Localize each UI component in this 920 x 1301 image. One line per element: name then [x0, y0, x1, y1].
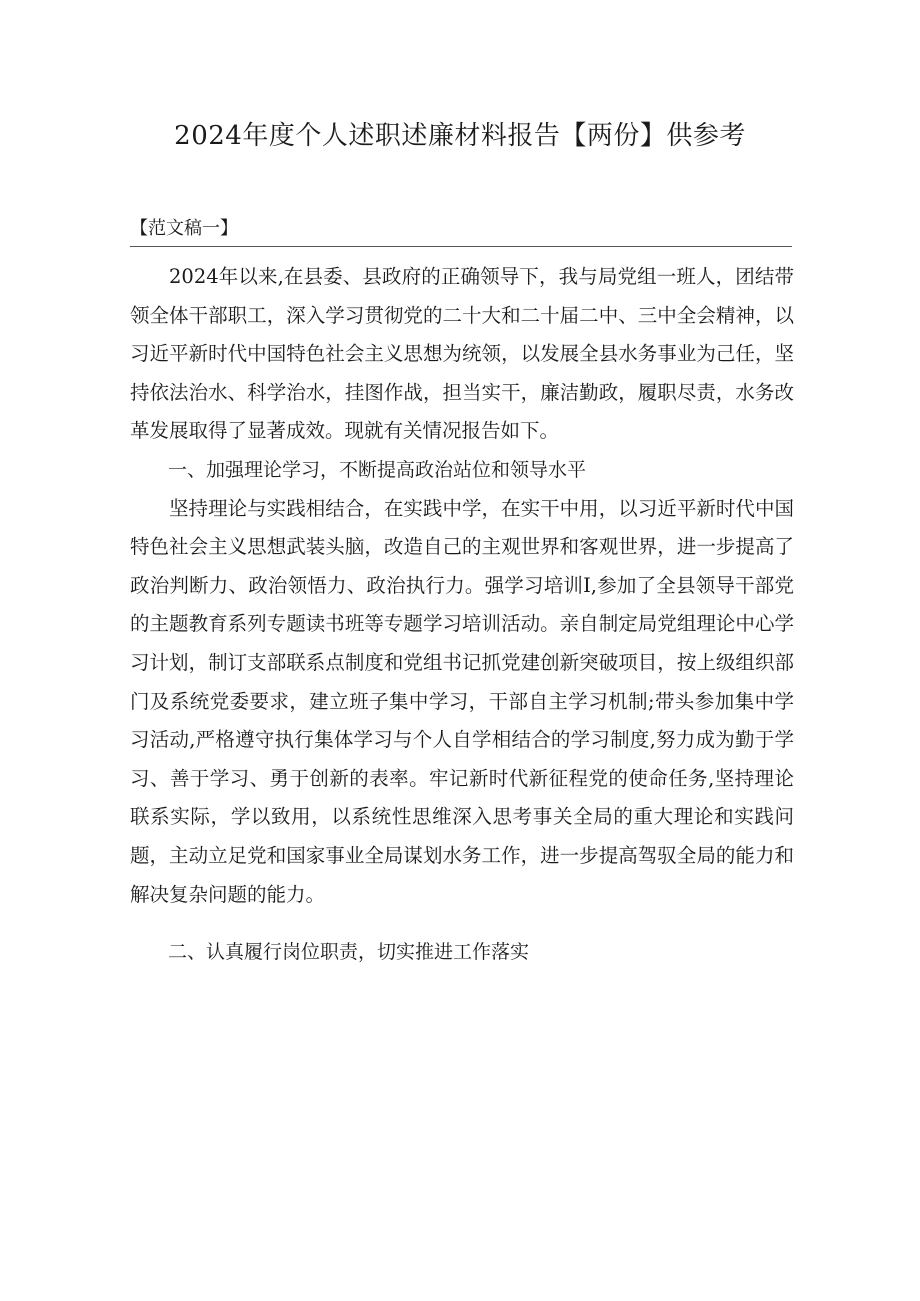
document-title: 2024年度个人述职述廉材料报告【两份】供参考	[174, 121, 746, 151]
section-heading-1: 一、加强理论学习，不断提高政治站位和领导水平	[168, 458, 587, 481]
section-heading-2: 二、认真履行岗位职责，切实推进工作落实	[168, 941, 530, 964]
body-paragraph-1: 坚持理论与实践相结合，在实践中学，在实干中用，以习近平新时代中国特色社会主义思想武装头脑，改造自己的主观世界和客观世界，进一步提高了政治判断力、政治领悟力、政治执行力。强学习培训I,参加了全县领导干部党的主题教育系列专题读书班等专题学习培训活动。亲自制定局党组理论中心学习计划，制订支部联系点制度和党组书记抓党建创新突破项目，按上级组织部门及系统党委要求，建立班子集中学习，干部自主学习机制;带头参加集中学习活动,严格遵守执行集体学习与个人自学相结合的学习制度,努力成为勤于学习、善于学习、勇于创新的表率。牢记新时代新征程党的使命任务,坚持理论联系实际，学以致用，以系统性思维深入思考事关全局的重大理论和实践问题，主动立足党和国家事业全局谋划水务工作，进一步提高驾驭全局的能力和解决复杂问题的能力。	[130, 496, 794, 906]
section-label: 【范文稿一】	[130, 218, 238, 239]
section-divider	[130, 246, 792, 247]
paragraph-gap	[130, 914, 794, 933]
intro-paragraph: 2024年以来,在县委、县政府的正确领导下，我与局党组一班人，团结带领全体干部职工，深入学习贯彻党的二十大和二十届二中、三中全会精神，以习近平新时代中国特色社会主义思想为统领，以发展全县水务事业为己任，坚持依法治水、科学治水，挂图作战，担当实干，廉洁勤政，履职尽责，水务改革发展取得了显著成效。现就有关情况报告如下。	[130, 265, 794, 443]
document-body	[130, 258, 794, 972]
